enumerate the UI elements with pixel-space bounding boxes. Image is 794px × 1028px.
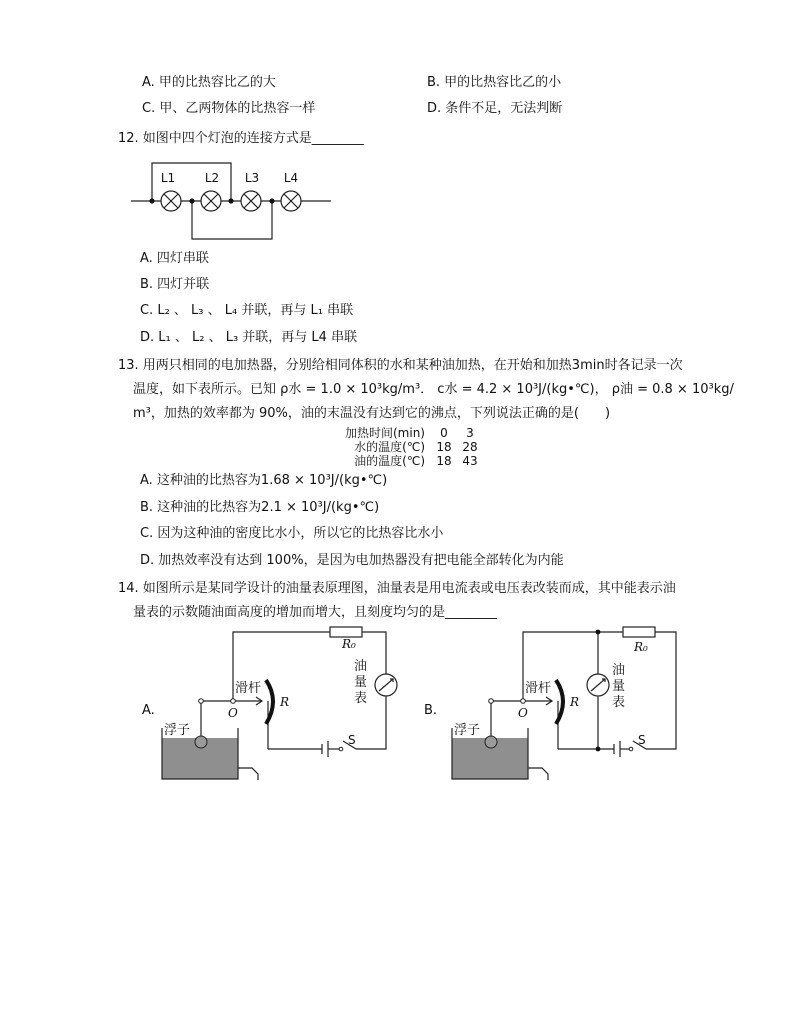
q12-lamp-circuit [128, 155, 340, 245]
table-row: 水的温度(℃) 18 28 [354, 440, 478, 454]
lamp-label-2: L2 [204, 171, 220, 185]
figure-a-gauge-3: 表 [354, 691, 368, 706]
q14-figure-b [424, 622, 704, 790]
q13-option-d: D. 加热效率没有达到 100%，是因为电加热器没有把电能全部转化为内能 [140, 553, 564, 568]
q11-option-c: C. 甲、乙两物体的比热容一样 [142, 101, 316, 116]
figure-a-float: 浮子 [164, 723, 191, 738]
q13-option-a: A. 这种油的比热容为1.68 × 10³J/(kg•℃) [140, 473, 388, 488]
lamp-label-4: L4 [283, 171, 299, 185]
figure-a-label: A. [142, 703, 155, 718]
q12-option-d: D. L₁ 、 L₂ 、 L₃ 并联，再与 L4 串联 [140, 330, 358, 345]
figure-a-pivot: O [228, 706, 238, 720]
figure-b-gauge-1: 油 [612, 663, 626, 678]
figure-a-r0: R₀ [342, 637, 356, 651]
q11-option-b: B. 甲的比热容比乙的小 [427, 75, 562, 90]
figure-b-switch: S [638, 733, 646, 747]
figure-a-lever: 滑杆 [235, 681, 262, 696]
figure-b-float: 浮子 [454, 723, 481, 738]
q12-option-b: B. 四灯并联 [140, 277, 210, 292]
figure-b-pivot: O [518, 706, 528, 720]
figure-a-gauge-2: 量 [354, 675, 368, 690]
q13-stem-line3: m³，加热的效率都为 90%，油的末温没有达到它的沸点，下列说法正确的是( ) [133, 406, 611, 421]
q12-stem: 12. 如图中四个灯泡的连接方式是________ [118, 131, 364, 146]
table-row: 油的温度(℃) 18 43 [354, 454, 478, 468]
lamp-label-3: L3 [244, 171, 260, 185]
lamp-label-1: L1 [160, 171, 176, 185]
q14-stem-line2: 量表的示数随油面高度的增加而增大，且刻度均匀的是________ [133, 605, 498, 620]
q13-data-table [335, 426, 483, 468]
figure-a-r: R [280, 695, 290, 709]
q14-figure-a [134, 622, 414, 790]
q12-option-a: A. 四灯串联 [140, 251, 209, 266]
figure-b-lever: 滑杆 [525, 681, 552, 696]
q13-option-b: B. 这种油的比热容为2.1 × 10³J/(kg•℃) [140, 500, 380, 515]
q14-stem-line1: 14. 如图所示是某同学设计的油量表原理图，油量表是用电流表或电压表改装而成，其中能表示油 [118, 581, 676, 596]
table-row: 加热时间(min) 0 3 [345, 426, 474, 440]
figure-a-switch: S [348, 733, 356, 747]
q13-stem-line1: 13. 用两只相同的电加热器，分别给相同体积的水和某种油加热，在开始和加热3min时各记录一次 [118, 358, 683, 373]
figure-b-r: R [570, 695, 580, 709]
figure-b-gauge-3: 表 [612, 695, 626, 710]
q11-option-d: D. 条件不足，无法判断 [427, 101, 563, 116]
q12-option-c: C. L₂ 、 L₃ 、 L₄ 并联，再与 L₁ 串联 [140, 303, 354, 318]
figure-a-gauge-1: 油 [354, 659, 368, 674]
figure-b-r0: R₀ [634, 640, 648, 654]
q11-option-a: A. 甲的比热容比乙的大 [142, 75, 276, 90]
q13-option-c: C. 因为这种油的密度比水小，所以它的比热容比水小 [140, 526, 444, 541]
figure-b-gauge-2: 量 [612, 679, 626, 694]
figure-b-label: B. [424, 703, 438, 718]
q13-stem-line2: 温度，如下表所示。已知 ρ水 = 1.0 × 10³kg/m³． c水 = 4.2 × 10³J/(kg•℃)， ρ油 = 0.8 × 10³kg/ [133, 382, 734, 397]
